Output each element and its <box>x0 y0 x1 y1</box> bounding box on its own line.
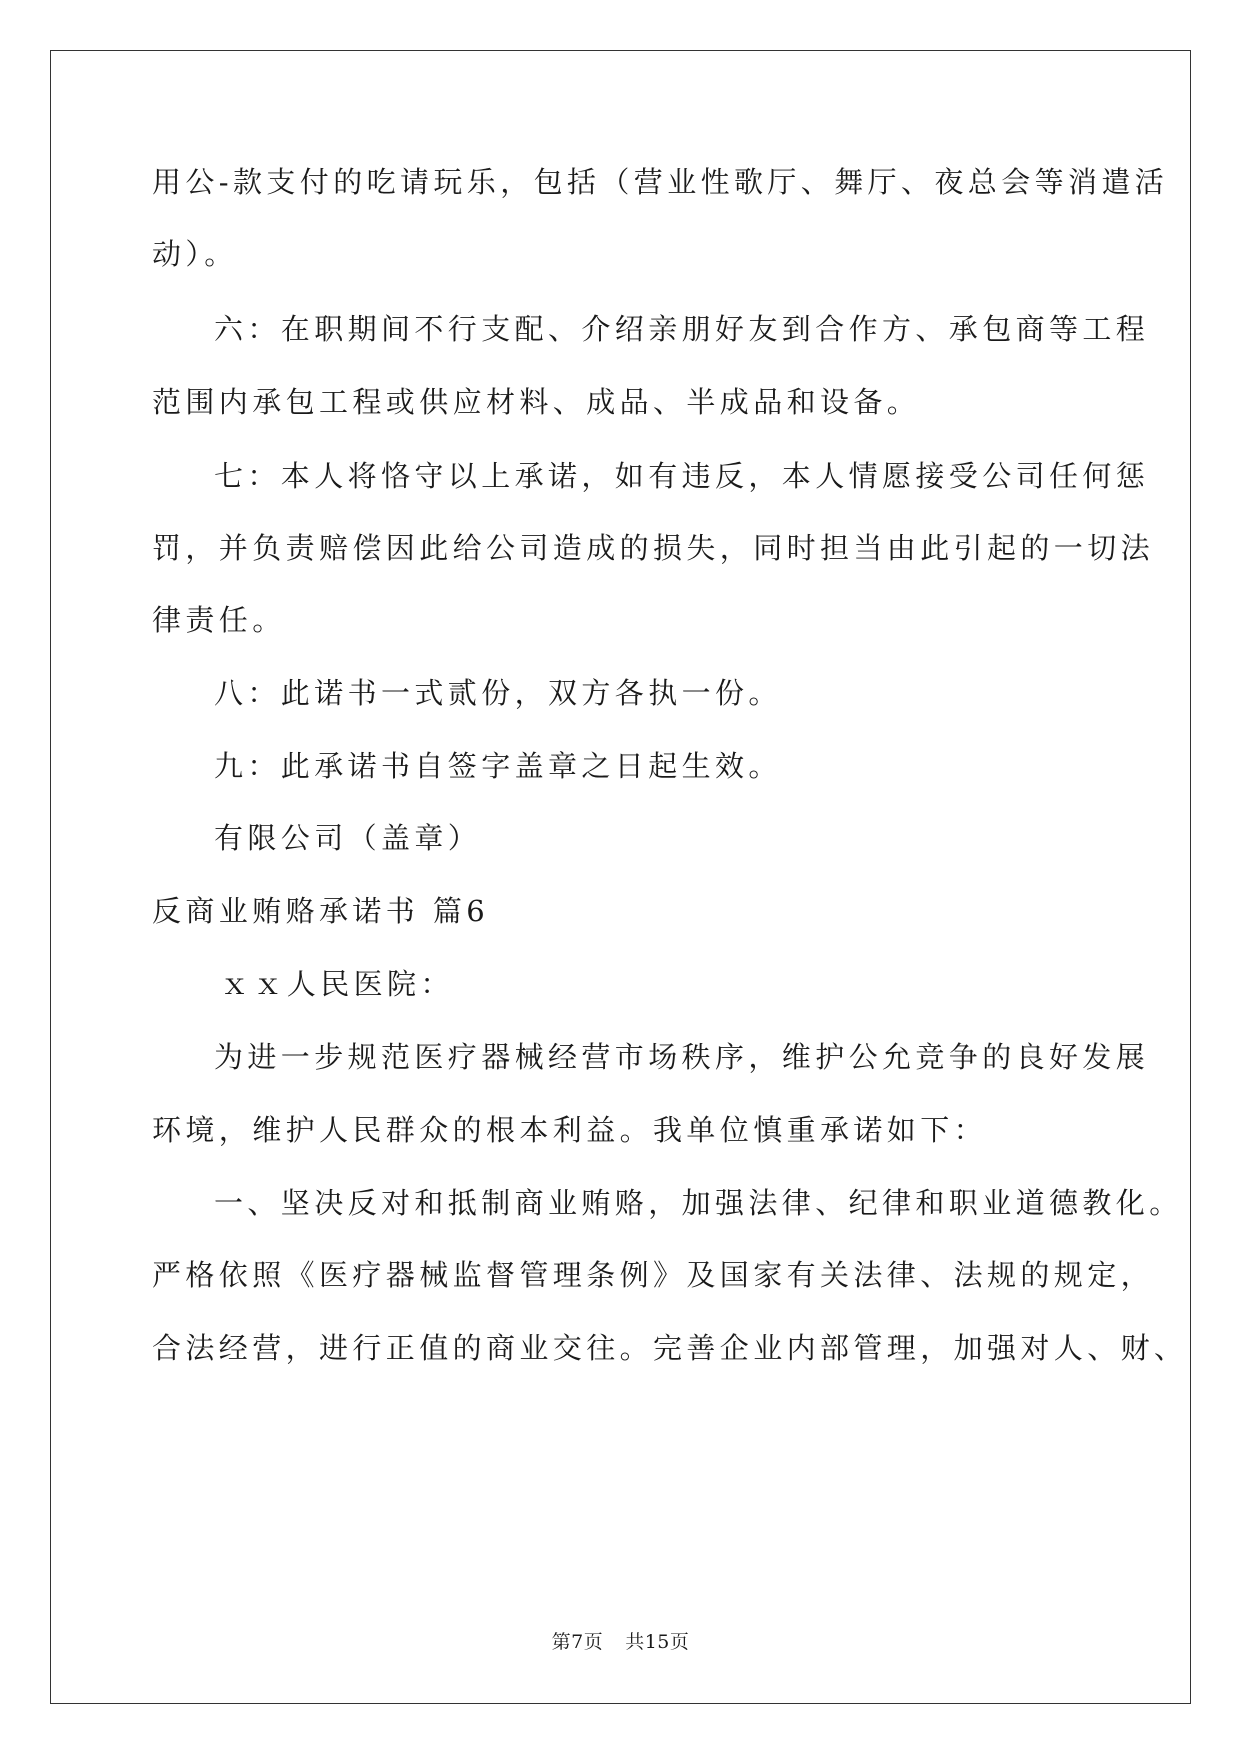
text-line: 有限公司（盖章） <box>214 821 482 855</box>
page-border <box>50 50 1191 1704</box>
salutation: ｘｘ人民医院： <box>220 967 454 1001</box>
text-line: 合法经营，进行正值的商业交往。完善企业内部管理，加强对人、财、 <box>152 1331 1188 1365</box>
text-line: 动）。 <box>152 237 238 271</box>
text-line: 八：此诺书一式贰份，双方各执一份。 <box>214 676 782 710</box>
text-line: 六：在职期间不行支配、介绍亲朋好友到合作方、承包商等工程 <box>214 312 1150 346</box>
text-line: 一、坚决反对和抵制商业贿赂，加强法律、纪律和职业道德教化。 <box>214 1186 1183 1220</box>
page-total: 共15页 <box>625 1631 690 1653</box>
text-line: 七：本人将恪守以上承诺，如有违反，本人情愿接受公司任何惩 <box>214 459 1150 493</box>
text-line: 严格依照《医疗器械监督管理条例》及国家有关法律、法规的规定， <box>152 1258 1155 1292</box>
text-line: 用公-款支付的吃请玩乐，包括（营业性歌厅、舞厅、夜总会等消遣活 <box>152 165 1169 199</box>
text-line: 九：此承诺书自签字盖章之日起生效。 <box>214 749 782 783</box>
text-line: 范围内承包工程或供应材料、成品、半成品和设备。 <box>152 385 921 419</box>
page-footer <box>0 1627 1241 1654</box>
text-line: 为进一步规范医疗器械经营市场秩序，维护公允竞争的良好发展 <box>214 1040 1150 1074</box>
section-heading: 反商业贿赂承诺书 篇6 <box>152 894 490 928</box>
text-line: 环境，维护人民群众的根本利益。我单位慎重承诺如下： <box>152 1113 988 1147</box>
text-line: 罚，并负责赔偿因此给公司造成的损失，同时担当由此引起的一切法 <box>152 531 1155 565</box>
page-number: 第7页 <box>551 1631 604 1653</box>
text-line: 律责任。 <box>152 603 286 637</box>
